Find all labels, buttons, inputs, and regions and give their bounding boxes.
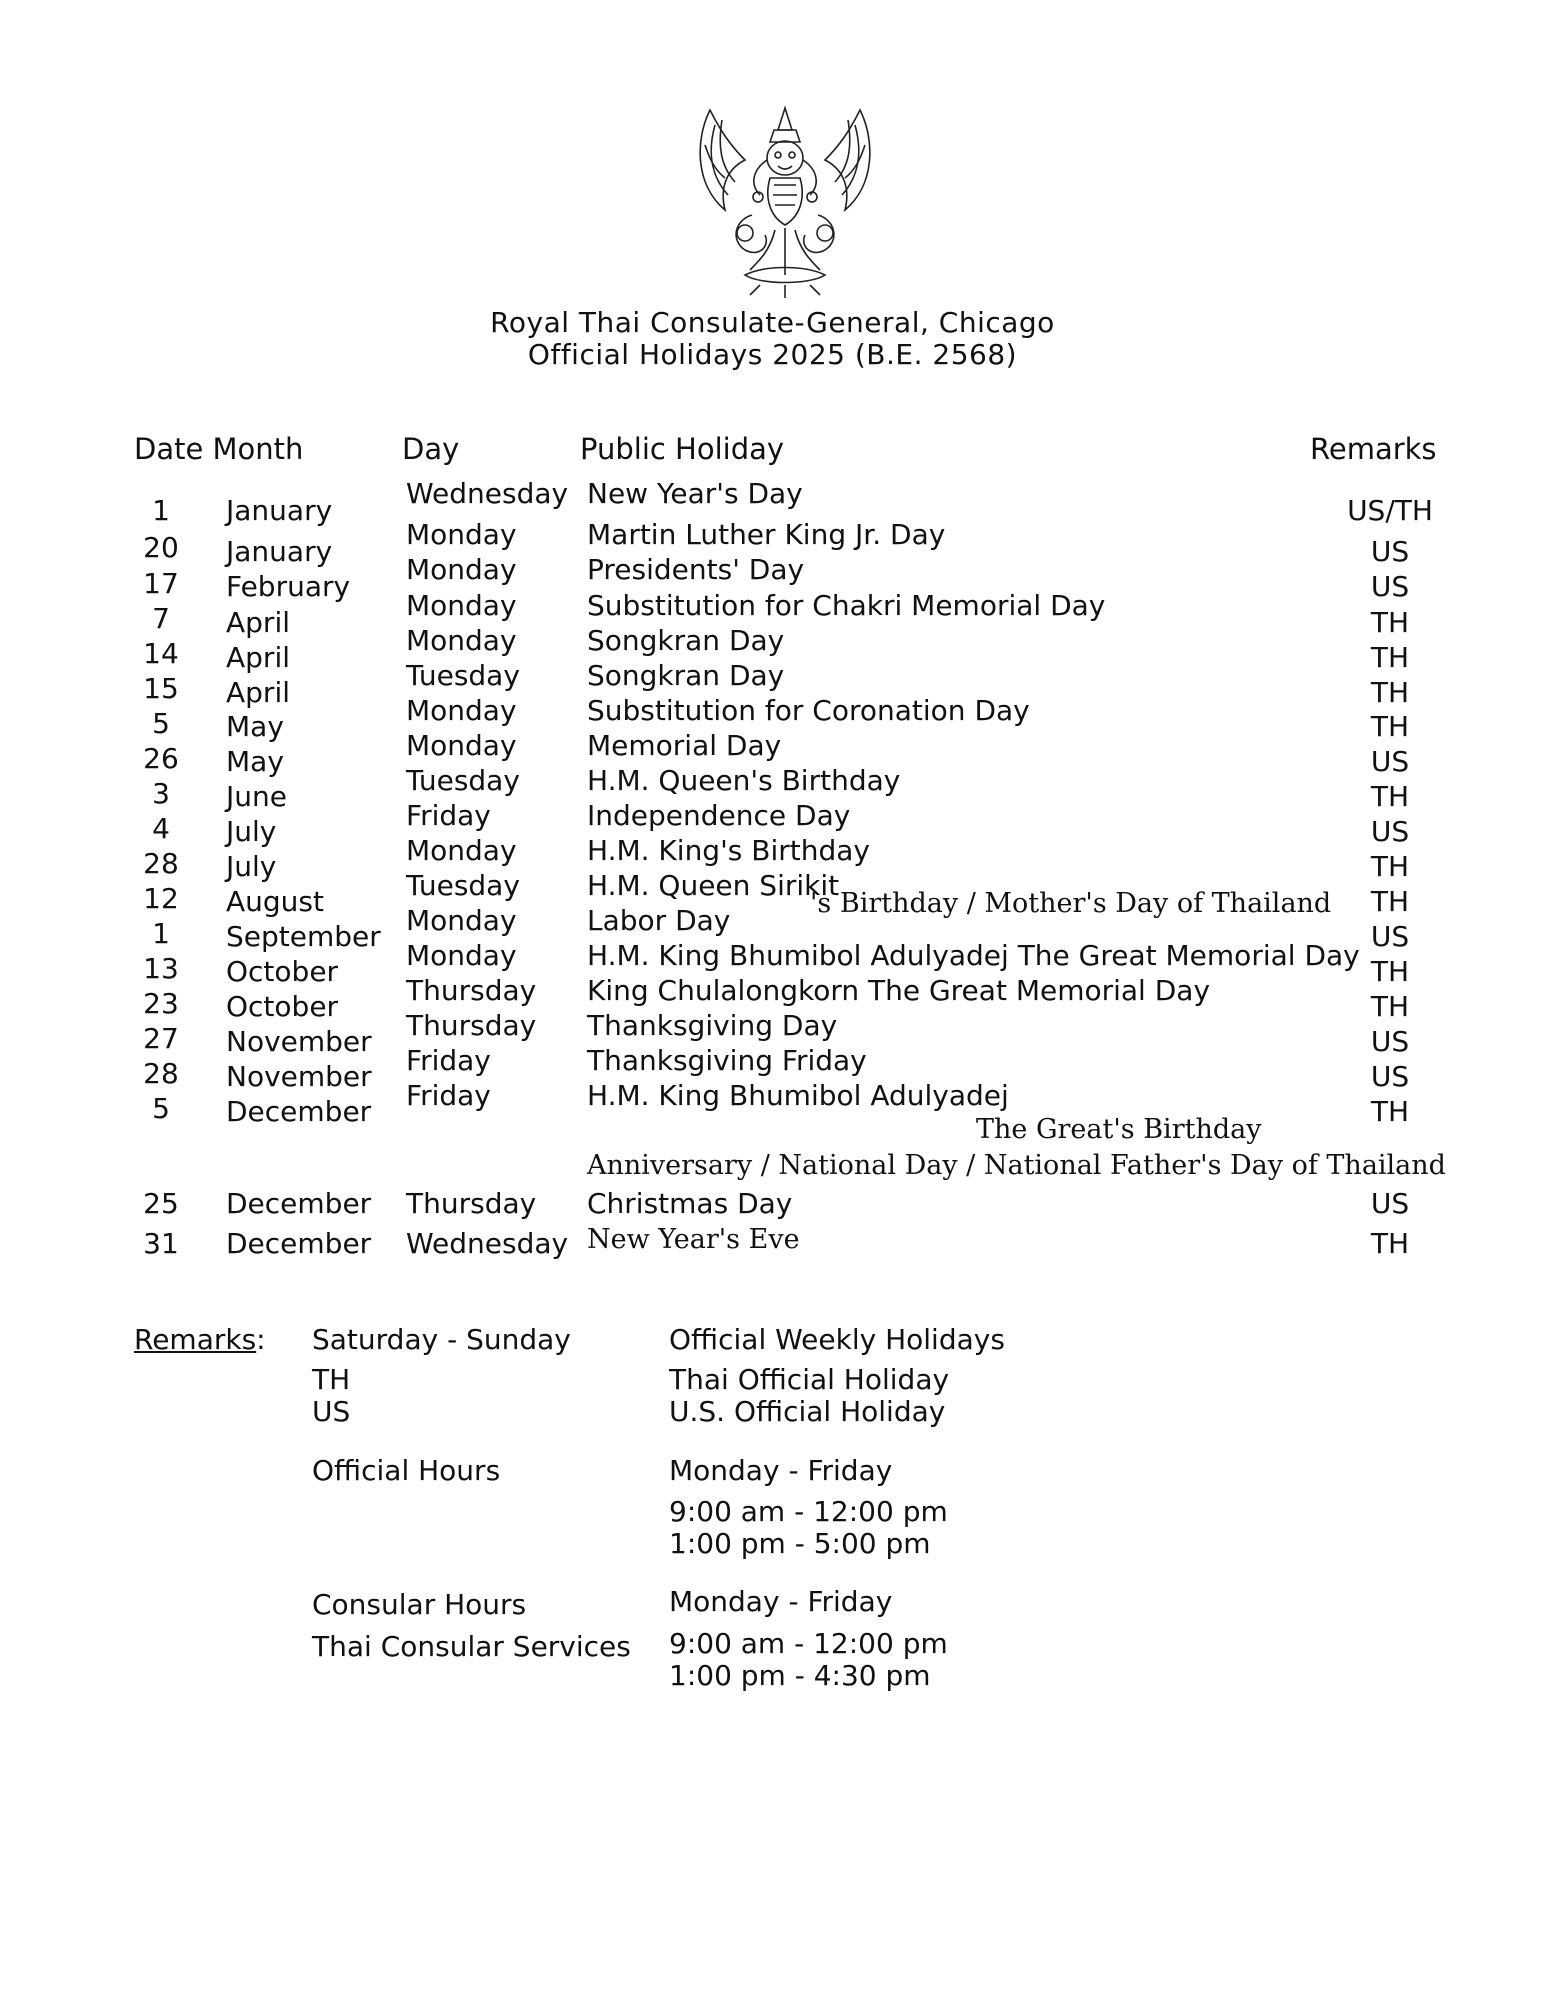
column-header-holiday: Public Holiday [580,432,785,466]
holiday-remark: TH [1370,676,1410,709]
holiday-remark: US [1370,535,1410,568]
holiday-month: September [226,920,381,953]
holiday-month: October [226,990,339,1023]
holiday-day: Tuesday [406,869,520,902]
holiday-name: New Year's Eve [587,1224,800,1255]
holiday-month: April [226,641,290,674]
holiday-day: Friday [406,1079,491,1112]
holiday-name: Thanksgiving Friday [587,1044,867,1077]
holiday-remark: US [1370,1025,1410,1058]
holiday-remark: TH [1370,1095,1410,1128]
holiday-day: Monday [406,904,517,937]
holiday-month: January [226,535,333,568]
holiday-name: Labor Day [587,904,731,937]
holiday-month: November [226,1025,372,1058]
holiday-month: May [226,710,284,743]
consular-services-label: Thai Consular Services [312,1630,631,1663]
holiday-month: June [226,780,287,813]
consular-morning-hours: 9:00 am - 12:00 pm [669,1627,948,1660]
holiday-day: Thursday [406,974,537,1007]
holiday-remark: TH [1370,1227,1410,1260]
holiday-remark: US [1370,1060,1410,1093]
holiday-date: 20 [143,531,179,564]
us-label: US [312,1395,351,1428]
holiday-month: July [226,815,277,848]
holiday-date: 17 [143,567,179,600]
holiday-remark: US/TH [1347,494,1433,527]
official-morning-hours: 9:00 am - 12:00 pm [669,1495,948,1528]
consular-hours-label: Consular Hours [312,1588,527,1621]
holiday-name: Christmas Day [587,1187,793,1220]
holiday-month: August [226,885,324,918]
holiday-name: H.M. Queen's Birthday [587,764,901,797]
holiday-day: Monday [406,518,517,551]
holiday-day: Monday [406,589,517,622]
holiday-date: 26 [143,742,179,775]
column-header-remarks: Remarks [1310,432,1437,466]
page-title: Royal Thai Consulate-General, Chicago [490,306,1055,339]
holiday-month: October [226,955,339,988]
holiday-remark: TH [1370,606,1410,639]
holiday-day: Monday [406,553,517,586]
holiday-name: King Chulalongkorn The Great Memorial Day [587,974,1211,1007]
holiday-remark: TH [1370,780,1410,813]
holiday-date: 28 [143,1057,179,1090]
holiday-date: 15 [143,672,179,705]
holiday-remark: TH [1370,955,1410,988]
weekend-value: Official Weekly Holidays [669,1323,1005,1356]
holiday-date: 1 [152,917,170,950]
holiday-month: January [226,494,333,527]
garuda-emblem [690,100,880,300]
holiday-day: Tuesday [406,659,520,692]
holiday-name: New Year's Day [587,477,803,510]
holiday-name: Presidents' Day [587,553,805,586]
holiday-day: Monday [406,834,517,867]
holiday-day: Monday [406,939,517,972]
holiday-date: 1 [152,494,170,527]
official-afternoon-hours: 1:00 pm - 5:00 pm [669,1527,931,1560]
holiday-date: 28 [143,847,179,880]
holiday-month: May [226,745,284,778]
holiday-day: Friday [406,1044,491,1077]
page-subtitle: Official Holidays 2025 (B.E. 2568) [527,338,1018,371]
holiday-date: 23 [143,987,179,1020]
holiday-day: Friday [406,799,491,832]
th-label: TH [312,1363,351,1396]
holiday-day: Wednesday [406,1227,569,1260]
remarks-heading: Remarks: [134,1323,266,1356]
holiday-name: Independence Day [587,799,851,832]
holiday-remark: US [1370,815,1410,848]
weekend-label: Saturday - Sunday [312,1323,571,1356]
holiday-remark: TH [1370,885,1410,918]
holiday-month: February [226,570,351,603]
holiday-remark: US [1370,570,1410,603]
holiday-date: 14 [143,637,179,670]
holiday-remark: TH [1370,710,1410,743]
holiday-name-continuation: Anniversary / National Day / National Father's Day of Thailand [587,1150,1446,1181]
holiday-month: July [226,850,277,883]
holiday-date: 13 [143,952,179,985]
holiday-month: April [226,606,290,639]
holiday-name: Substitution for Chakri Memorial Day [587,589,1106,622]
holiday-name: Songkran Day [587,659,785,692]
holiday-name: Martin Luther King Jr. Day [587,518,946,551]
holiday-day: Monday [406,729,517,762]
holiday-date: 7 [152,602,170,635]
holiday-date: 12 [143,882,179,915]
holiday-month: December [226,1227,372,1260]
holiday-remark: US [1370,920,1410,953]
holiday-date: 4 [152,812,170,845]
official-days: Monday - Friday [669,1454,893,1487]
holiday-date: 31 [143,1227,179,1260]
holiday-day: Thursday [406,1187,537,1220]
holiday-remark: US [1370,745,1410,778]
holiday-date: 5 [152,1092,170,1125]
holiday-name: H.M. King's Birthday [587,834,870,867]
holiday-name: Thanksgiving Day [587,1009,838,1042]
holiday-name: Songkran Day [587,624,785,657]
holiday-date: 3 [152,777,170,810]
holiday-name: Substitution for Coronation Day [587,694,1030,727]
holiday-name-continuation: 's Birthday / Mother's Day of Thailand [810,888,1332,919]
holiday-month: November [226,1060,372,1093]
column-header-date-month: Date Month [134,432,304,466]
holiday-day: Thursday [406,1009,537,1042]
holiday-name: H.M. King Bhumibol Adulyadej The Great Memorial Day [587,939,1360,972]
holiday-name-continuation: The Great's Birthday [976,1114,1262,1145]
holiday-remark: TH [1370,990,1410,1023]
holiday-remark: US [1370,1187,1410,1220]
holiday-day: Tuesday [406,764,520,797]
holiday-date: 27 [143,1022,179,1055]
holiday-day: Wednesday [406,477,569,510]
column-header-day: Day [402,432,460,466]
consular-days: Monday - Friday [669,1585,893,1618]
consular-afternoon-hours: 1:00 pm - 4:30 pm [669,1659,931,1692]
holiday-name: Memorial Day [587,729,782,762]
us-value: U.S. Official Holiday [669,1395,946,1428]
holiday-day: Monday [406,624,517,657]
holiday-remark: TH [1370,641,1410,674]
th-value: Thai Official Holiday [669,1363,950,1396]
official-hours-label: Official Hours [312,1454,501,1487]
holiday-remark: TH [1370,850,1410,883]
holiday-date: 5 [152,707,170,740]
holiday-month: April [226,676,290,709]
holiday-day: Monday [406,694,517,727]
holiday-name: H.M. Queen Sirikit [587,869,840,902]
holiday-date: 25 [143,1187,179,1220]
holiday-name: H.M. King Bhumibol Adulyadej [587,1079,1009,1112]
holiday-month: December [226,1095,372,1128]
holiday-month: December [226,1187,372,1220]
